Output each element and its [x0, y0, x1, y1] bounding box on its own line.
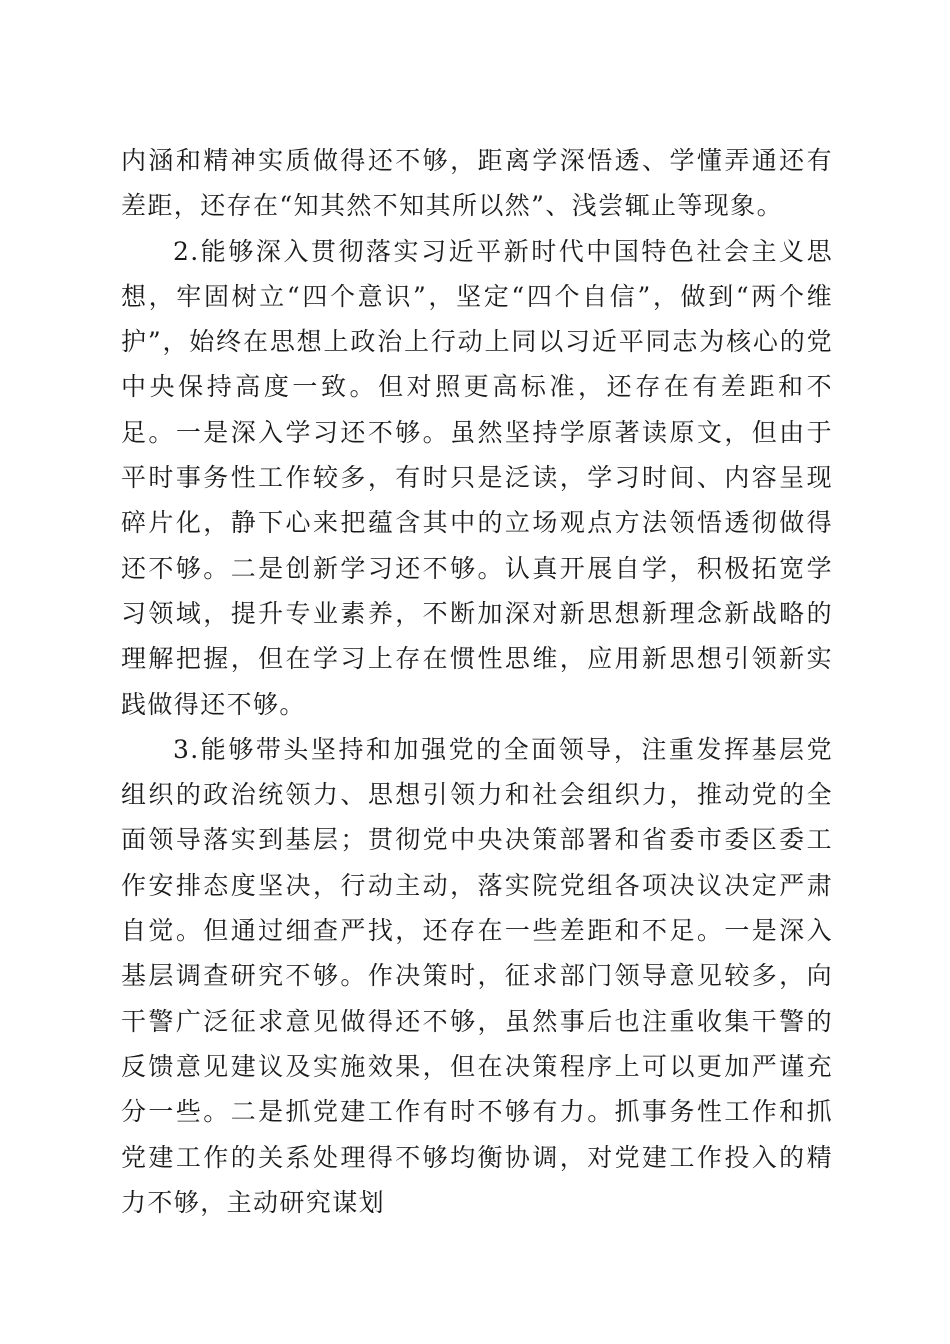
paragraph-item-2: 2.能够深入贯彻落实习近平新时代中国特色社会主义思想，牢固树立“四个意识”，坚定“四个自信”，做到“两个维护”，始终在思想上政治上行动上同以习近平同志为核心的党中央保持高度一致。但对照更高标准，还存在有差距和不足。一是深入学习还不够。虽然坚持学原著读原文，但由于平时事务性工作较多，有时只是泛读，学习时间、内容呈现碎片化，静下心来把蕴含其中的立场观点方法领悟透彻做得还不够。二是创新学习还不够。认真开展自学，积极拓宽学习领域，提升专业素养，不断加深对新思想新理念新战略的理解把握，但在学习上存在惯性思维，应用新思想引领新实践做得还不够。	[121, 236, 833, 719]
paragraph-continuation: 内涵和精神实质做得还不够，距离学深悟透、学懂弄通还有差距，还存在“知其然不知其所以然”、浅尝辄止等现象。	[121, 146, 833, 221]
document-body	[121, 138, 833, 1225]
paragraph-item-3: 3.能够带头坚持和加强党的全面领导，注重发挥基层党组织的政治统领力、思想引领力和社会组织力，推动党的全面领导落实到基层；贯彻党中央决策部署和省委市委区委工作安排态度坚决，行动主动，落实院党组各项决议决定严肃自觉。但通过细查严找，还存在一些差距和不足。一是深入基层调查研究不够。作决策时，征求部门领导意见较多，向干警广泛征求意见做得还不够，虽然事后也注重收集干警的反馈意见建议及实施效果，但在决策程序上可以更加严谨充分一些。二是抓党建工作有时不够有力。抓事务性工作和抓党建工作的关系处理得不够均衡协调，对党建工作投入的精力不够，主动研究谋划	[121, 734, 833, 1217]
